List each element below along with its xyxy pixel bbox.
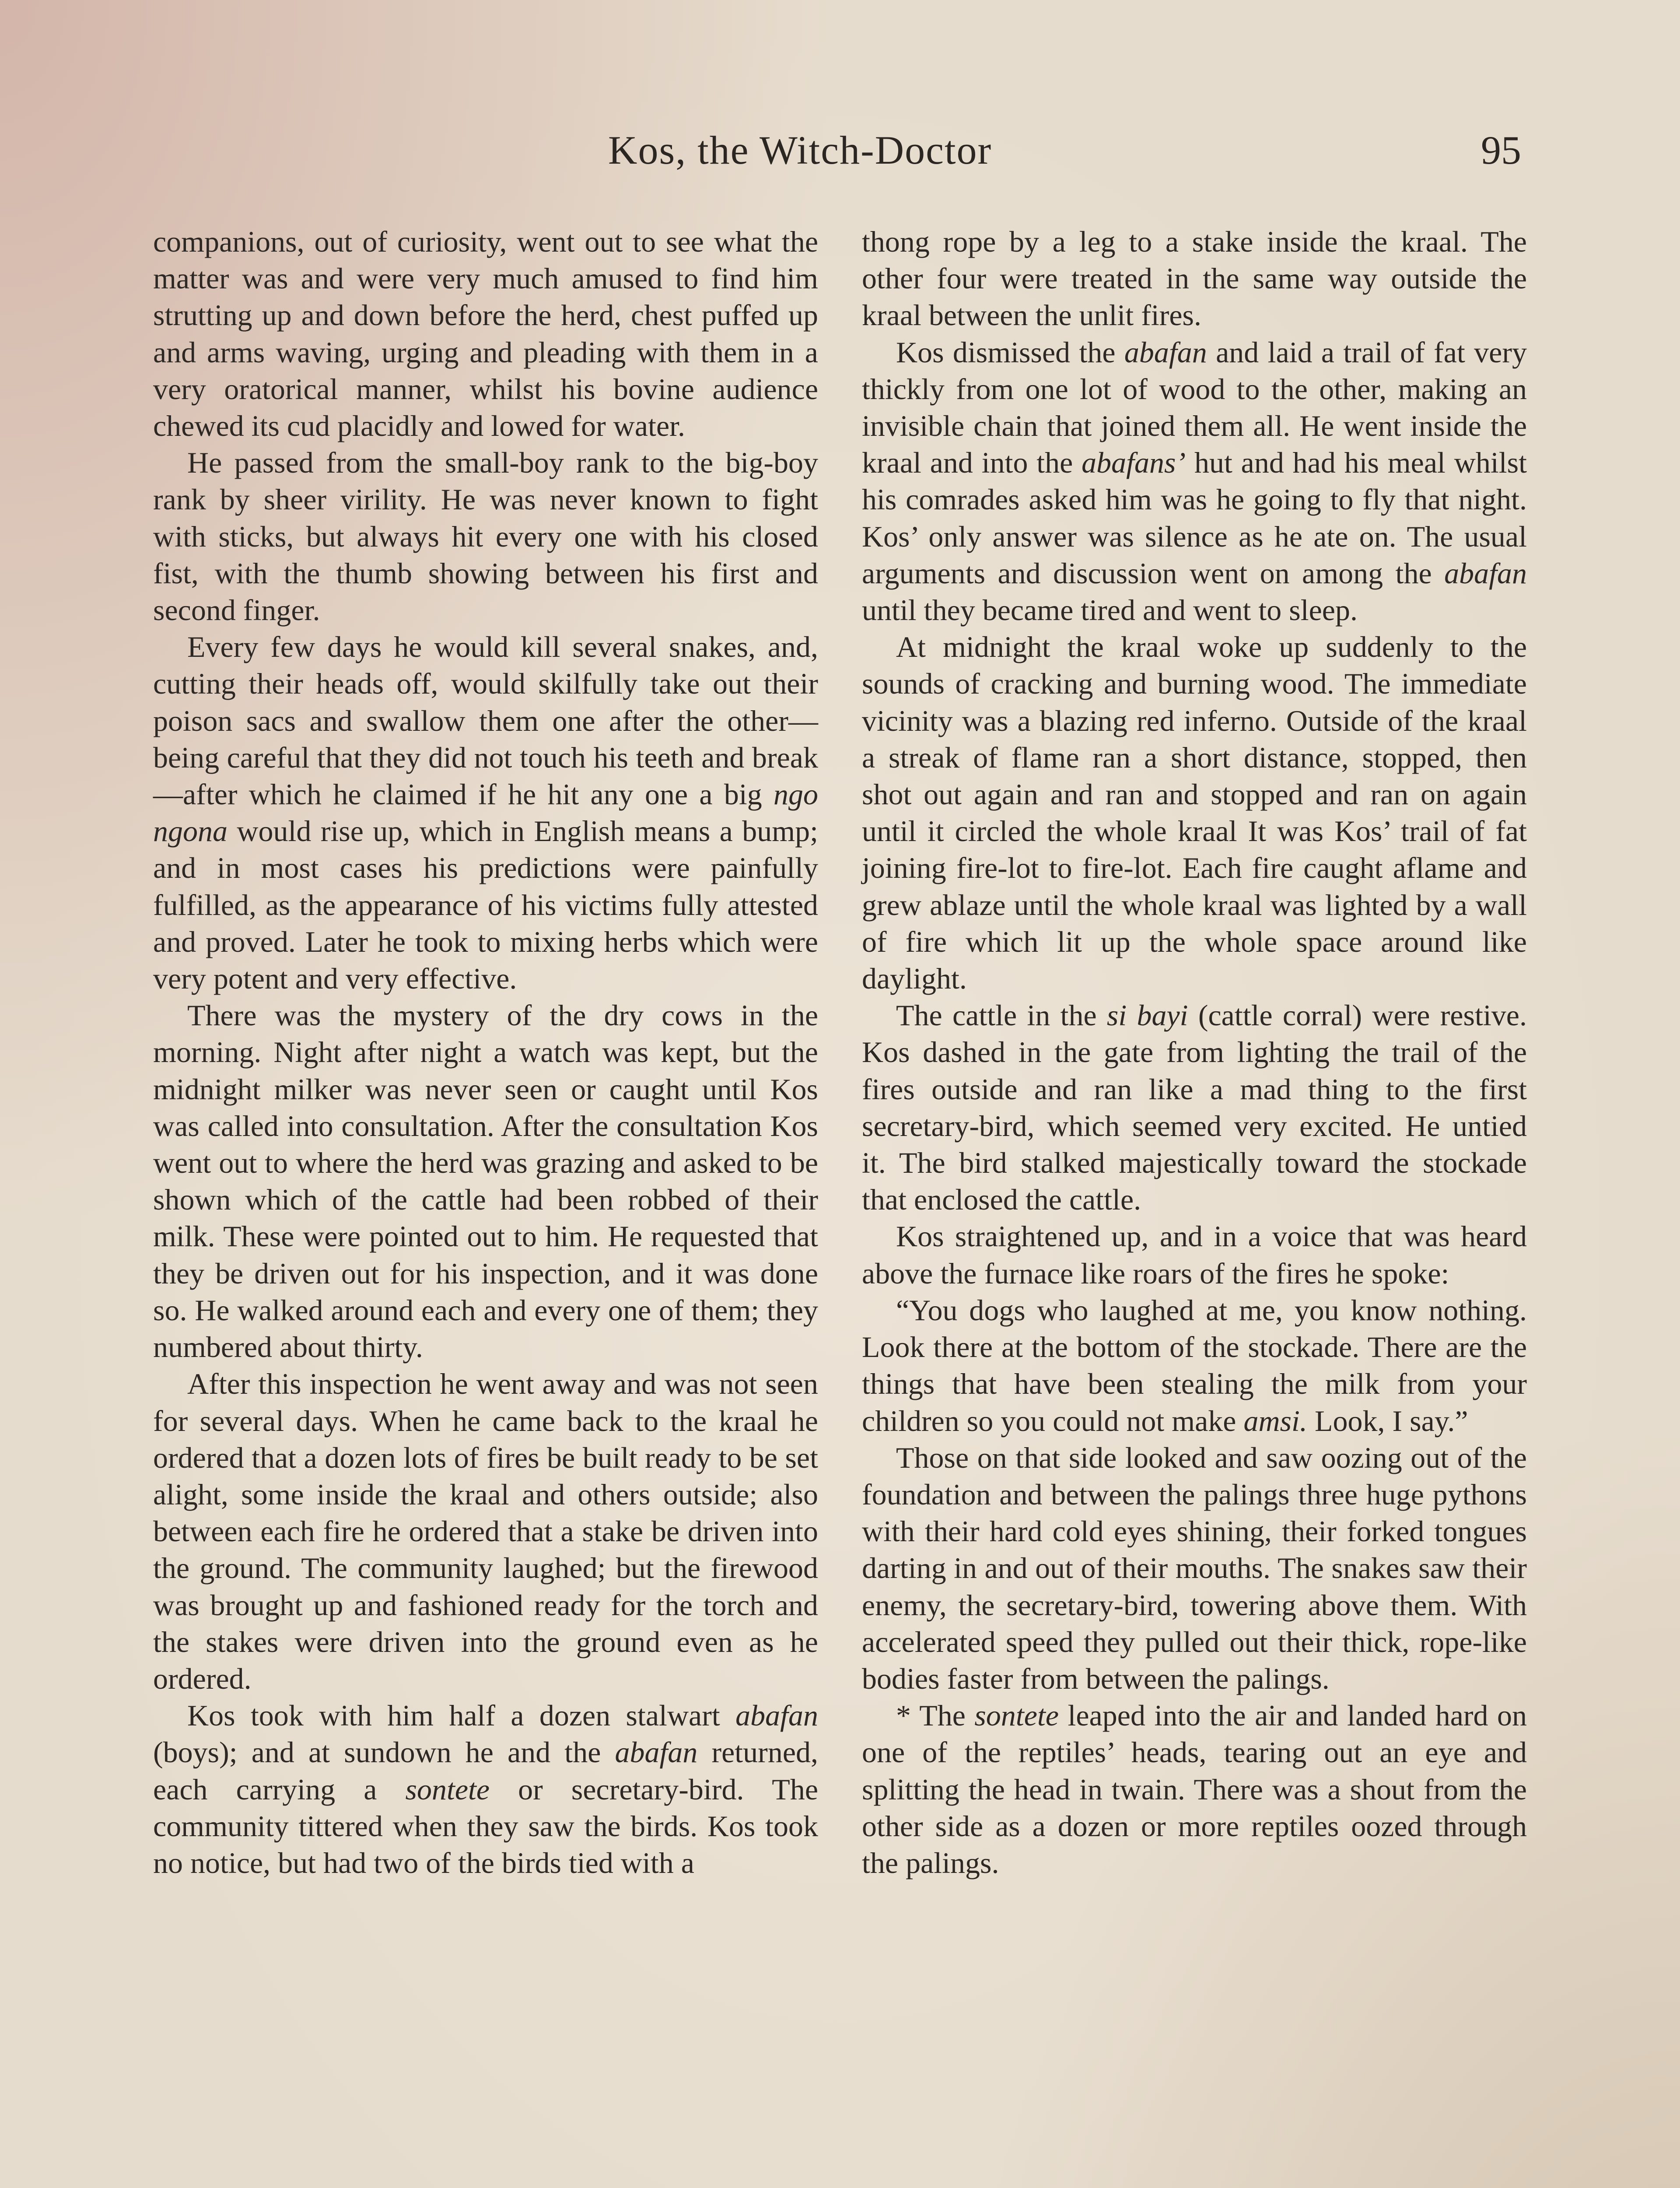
paragraph: * The sontete leaped into the air and landed hard on one of the reptiles’ heads, tearing out an eye and splitting the head in twain. There was a shout from the other side as a dozen or more reptiles oozed through the palings.	[862, 1699, 1527, 1879]
paragraph: Kos dismissed the abafan and laid a trail of fat very thickly from one lot of wood to the other, making an invisible chain that joined them all. He went inside the kraal and into the abafans’ hut and had his meal whilst his comrades asked him was he going to fly that night. Kos’ only answer was silence as he ate on. The usual arguments and discussion went on among the abafan until they became tired and went to sleep.	[862, 335, 1527, 627]
paragraph: He passed from the small-boy rank to the big-boy rank by sheer virility. He was never known to fight with sticks, but always hit every one with his closed fist, with the thumb showing between his first and second finger.	[153, 446, 818, 627]
paragraph: After this inspection he went away and was not seen for several days. When he came back to the kraal he ordered that a dozen lots of fires be built ready to be set alight, some inside the kraal and others outside; also between each fire he ordered that a stake be driven into the ground. The community laughed; but the firewood was brought up and fashioned ready for the torch and the stakes were driven into the ground even as he ordered.	[153, 1367, 818, 1695]
paragraph: There was the mystery of the dry cows in the morning. Night after night a watch was kept, but the midnight milker was never seen or caught until Kos was called into consultation. After the consultation Kos went out to where the herd was grazing and asked to be shown which of the cattle had been robbed of their milk. These were pointed out to him. He requested that they be driven out for his inspection, and it was done so. He walked around each and every one of them; they numbered about thirty.	[153, 999, 818, 1364]
paragraph: The cattle in the si bayi (cattle corral) were restive. Kos dashed in the gate from lighting the trail of the fires outside and ran like a mad thing to the first secretary-bird, which seemed very excited. He untied it. The bird stalked majestically toward the stockade that enclosed the cattle.	[862, 999, 1527, 1217]
italic-term: amsi.	[1243, 1404, 1307, 1438]
italic-term: si bayi	[1106, 999, 1188, 1032]
left-column	[153, 223, 818, 1881]
italic-term: ngo ngona	[153, 778, 818, 848]
italic-term: abafans’	[1082, 446, 1186, 480]
paragraph: Kos straightened up, and in a voice that was heard above the furnace like roars of the fires he spoke:	[862, 1220, 1527, 1290]
paragraph: companions, out of curiosity, went out to see what the matter was and were very much amused to find him strutting up and down before the herd, chest puffed up and arms waving, urging and pleading with them in a very oratorical manner, whilst his bovine audience chewed its cud placidly and lowed for water.	[153, 225, 818, 443]
paragraph: Every few days he would kill several snakes, and, cutting their heads off, would skilfully take out their poison sacs and swallow them one after the other—being careful that they did not touch his teeth and break—after which he claimed if he hit any one a big ngo ngona would rise up, which in English means a bump; and in most cases his predictions were painfully fulfilled, as the appearance of his victims fully attested and proved. Later he took to mixing herbs which were very potent and very effective.	[153, 630, 818, 996]
paragraph: At midnight the kraal woke up suddenly to the sounds of cracking and burning wood. The immediate vicinity was a blazing red inferno. Outside of the kraal a streak of flame ran a short distance, stopped, then shot out again and ran and stopped and ran on again until it circled the whole kraal It was Kos’ trail of fat joining fire-lot to fire-lot. Each fire caught aflame and grew ablaze until the whole kraal was lighted by a wall of fire which lit up the whole space around like daylight.	[862, 630, 1527, 996]
italic-term: abafan	[615, 1736, 698, 1769]
italic-term: sontete	[405, 1772, 490, 1806]
italic-term: sontete	[974, 1699, 1059, 1732]
italic-term: abafan	[1444, 556, 1527, 590]
paragraph: “You dogs who laughed at me, you know nothing. Look there at the bottom of the stockade. There are the things that have been stealing the milk from your children so you could not make amsi. Look, I say.”	[862, 1293, 1527, 1438]
right-column	[862, 223, 1527, 1881]
italic-term: abafan	[1124, 335, 1207, 369]
running-title: Kos, the Witch-Doctor	[608, 128, 992, 172]
paragraph: thong rope by a leg to a stake inside the kraal. The other four were treated in the same way outside the kraal between the unlit fires.	[862, 225, 1527, 332]
page-number: 95	[1481, 128, 1521, 172]
page-header	[0, 127, 1680, 188]
italic-term: abafan	[735, 1699, 818, 1732]
paragraph: Those on that side looked and saw oozing out of the foundation and between the palings three huge pythons with their hard cold eyes shining, their forked tongues darting in and out of their mouths. The snakes saw their enemy, the secretary-bird, towering above them. With accelerated speed they pulled out their thick, rope-like bodies faster from between the palings.	[862, 1441, 1527, 1695]
paragraph: Kos took with him half a dozen stalwart abafan (boys); and at sundown he and the abafan returned, each carrying a sontete or secretary-bird. The community tittered when they saw the birds. Kos took no notice, but had two of the birds tied with a	[153, 1699, 818, 1879]
